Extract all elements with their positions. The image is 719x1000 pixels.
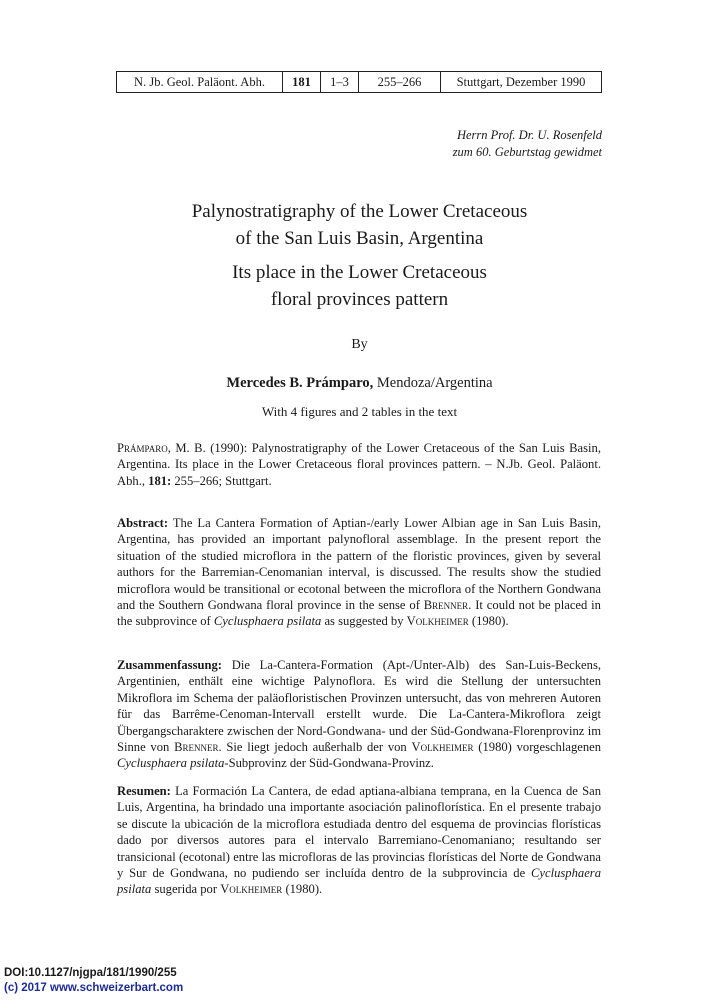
zusammenfassung-paragraph <box>117 657 601 772</box>
zusammenfassung-name-2: Volkheimer <box>411 740 474 755</box>
figures-note: With 4 figures and 2 tables in the text <box>261 404 458 419</box>
resumen-text-1: La Formación La Cantera, de edad aptiana-albiana temprana, en la Cuenca de San Luis, Argentina, ha brindado una importante asociación palinoflorística. En el presente trabajo se discute la ubicación de la microflora estudiada dentro del esquema de provincias florísticas dado por diversos autores para el intervalo Barremiano-Cenomaniano; resultando ser transicional (ecotonal) entre las microfloras de las provincias florísticas del Norte de Gondwana y Sur de Gondwana, no pudiendo ser incluída dentro de la subprovincia de <box>117 784 601 881</box>
author-affiliation: Mendoza/Argentina <box>373 375 493 391</box>
resumen-label: Resumen: <box>117 784 171 798</box>
resumen-text-3: (1980). <box>282 882 323 897</box>
zusammenfassung-text-1: Die La-Cantera-Formation (Apt-/Unter-Alb) des San-Luis-Beckens, Argentinien, enthält eine wichtige Palynoflora. Es wird die Stellung der untersuchten Mikroflora im Schema der paläofloristischen Provinzen untersucht, das von mehreren Autoren für das Barrême-Cenoman-Intervall erstellt wurde. Die La-Cantera-Mikroflora zeigt Übergangscharaktere zwischen der Nord-Gondwana- und der Süd-Gondwana-Florenprovinz im Sinne von <box>117 658 601 755</box>
zusammenfassung-name-1: Brenner <box>174 740 219 755</box>
dedication <box>453 127 602 161</box>
abstract-paragraph <box>117 515 601 630</box>
copyright-link[interactable]: (c) 2017 www.schweizerbart.com <box>4 982 184 994</box>
resumen-taxon: Cyclusphaera psilata <box>117 866 601 897</box>
abstract-text-1: The La Cantera Formation of Aptian-/early Lower Albian age in San Luis Basin, Argentina, has provided an important palynofloral assemblage. In the present report the situation of the studied microflora in the pattern of the floristic provinces, given by several authors for the Barremian-Cenomanian interval, is discussed. The results show the studied microflora would be transitional or ecotonal between the microflora of the Northern Gondwana and the Southern Gondwana floral province in the sense of <box>117 516 601 613</box>
resumen-paragraph <box>117 783 601 898</box>
citation-volume: 181: <box>148 473 172 488</box>
abstract-name-1: Brenner <box>423 598 469 613</box>
resumen-name-1: Volkheimer <box>220 882 283 897</box>
volume-number: 181 <box>283 72 321 92</box>
abstract-taxon: Cyclusphaera psilata <box>213 614 322 629</box>
citation-text-1: , M. B. (1990): Palynostratigraphy of the Lower Cretaceous of the San Luis Basin, Argentina. Its place in the Lower Cretaceous floral provinces pattern. – N.Jb. Geol. Paläont. Abh., <box>117 441 601 488</box>
abstract-text-3: as suggested by <box>321 614 407 629</box>
zusammenfassung-text-2: . Sie liegt jedoch außerhalb der von <box>218 740 412 755</box>
doi-text: DOI:10.1127/njgpa/181/1990/255 <box>4 967 177 979</box>
footer-doi-block <box>4 966 183 996</box>
zusammenfassung-label: Zusammenfassung: <box>117 658 222 672</box>
dedication-line-1: Herrn Prof. Dr. U. Rosenfeld <box>456 128 602 142</box>
page-range: 255–266 <box>359 72 441 92</box>
paper-title <box>0 198 719 252</box>
title-line-2: of the San Luis Basin, Argentina <box>235 228 484 249</box>
abstract-label: Abstract: <box>117 516 169 530</box>
paper-subtitle <box>0 259 719 313</box>
zusammenfassung-text-3: (1980) vorgeschlagenen <box>473 740 602 755</box>
resumen-text-2: sugerida por <box>151 882 221 897</box>
author-line <box>0 375 719 392</box>
place-date: Stuttgart, Dezember 1990 <box>456 75 586 89</box>
journal-name: N. Jb. Geol. Paläont. Abh. <box>117 72 283 92</box>
by-line: By <box>351 337 368 352</box>
abstract-text-2: . It could not be placed in the subprovince of <box>117 598 601 629</box>
citation-text-2: 255–266; Stuttgart. <box>171 473 272 488</box>
citation-paragraph <box>117 440 601 489</box>
zusammenfassung-taxon: Cyclusphaera psilata <box>117 756 225 771</box>
author-name: Mercedes B. Prámparo, <box>226 375 374 391</box>
abstract-text-4: (1980). <box>468 614 509 629</box>
zusammenfassung-text-4: -Subprovinz der Süd-Gondwana-Provinz. <box>224 756 434 771</box>
dedication-line-2: zum 60. Geburtstag gewidmet <box>452 145 602 159</box>
journal-header-table <box>116 71 602 93</box>
subtitle-line-1: Its place in the Lower Cretaceous <box>232 262 487 283</box>
abstract-name-2: Volkheimer <box>406 614 469 629</box>
citation-author: Prámparo <box>117 441 168 455</box>
title-line-1: Palynostratigraphy of the Lower Cretaceous <box>191 201 528 222</box>
subtitle-line-2: floral provinces pattern <box>270 289 449 310</box>
issue-number: 1–3 <box>321 72 359 92</box>
